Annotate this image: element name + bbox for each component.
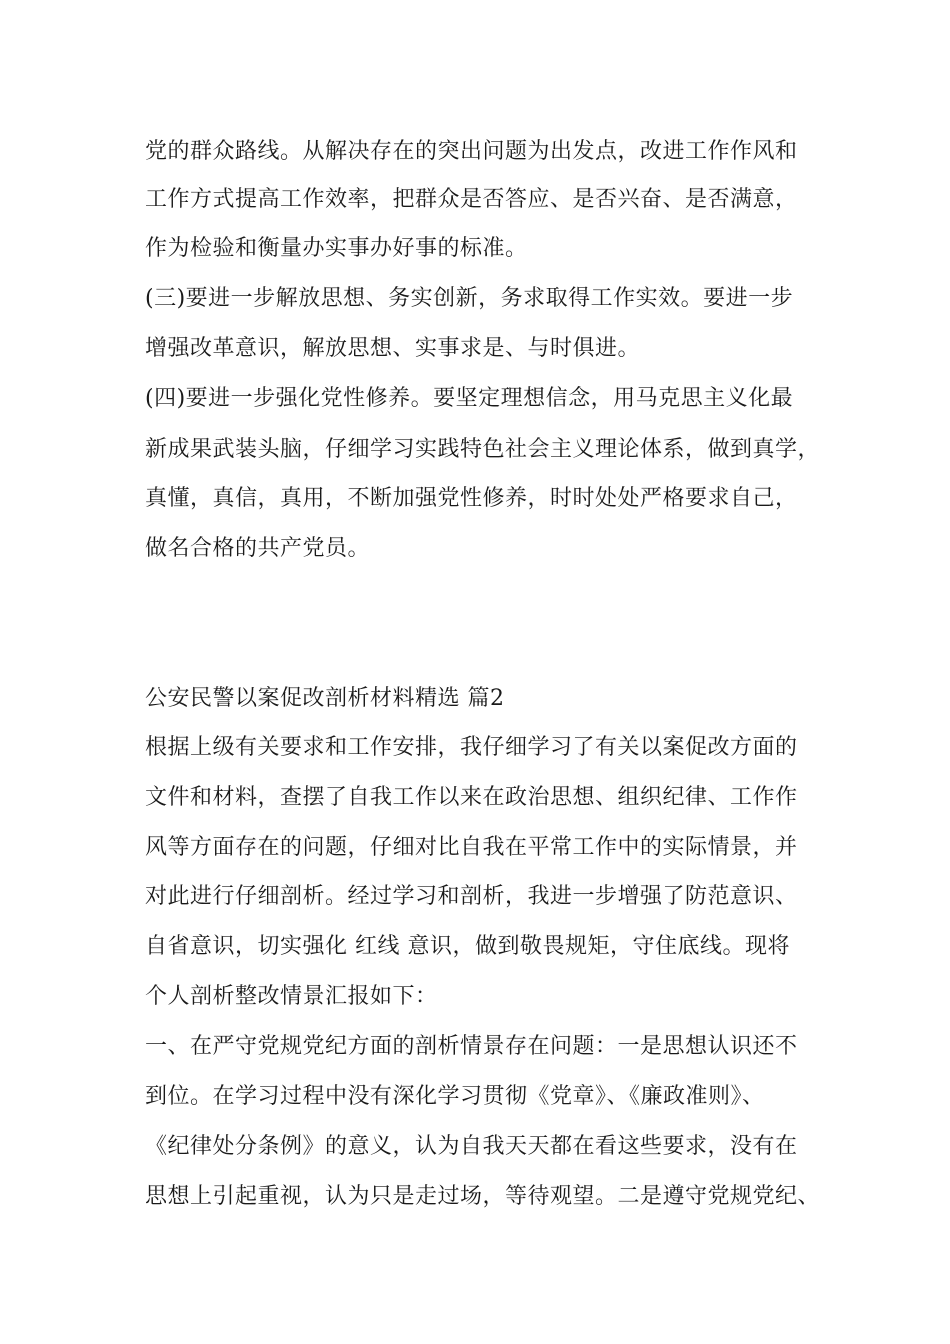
text-line: 党的群众路线。从解决存在的突出问题为出发点，改进工作作风和	[145, 139, 798, 164]
section-heading: 公安民警以案促改剖析材料精选 篇2	[145, 686, 505, 711]
text-line: 个人剖析整改情景汇报如下：	[145, 984, 438, 1009]
text-line: 根据上级有关要求和工作安排，我仔细学习了有关以案促改方面的	[145, 735, 798, 760]
text-line: 风等方面存在的问题，仔细对比自我在平常工作中的实际情景，并	[145, 835, 798, 860]
text-line: (三)要进一步解放思想、务实创新，务求取得工作实效。要进一步	[145, 286, 794, 311]
text-line: (四)要进一步强化党性修养。要坚定理想信念，用马克思主义化最	[145, 386, 794, 411]
text-line: 工作方式提高工作效率，把群众是否答应、是否兴奋、是否满意，	[145, 187, 798, 212]
text-line: 作为检验和衡量办实事办好事的标准。	[145, 236, 528, 261]
text-line: 文件和材料，查摆了自我工作以来在政治思想、组织纪律、工作作	[145, 785, 798, 810]
text-line: 思想上引起重视，认为只是走过场，等待观望。二是遵守党规党纪、	[145, 1184, 821, 1209]
text-line: 做名合格的共产党员。	[145, 536, 371, 561]
text-line: 新成果武装头脑，仔细学习实践特色社会主义理论体系，做到真学，	[145, 437, 821, 462]
text-line: 到位。在学习过程中没有深化学习贯彻《党章》、《廉政准则》、	[145, 1084, 765, 1109]
text-line: 真懂，真信，真用，不断加强党性修养，时时处处严格要求自己，	[145, 486, 798, 511]
text-line: 对此进行仔细剖析。经过学习和剖析，我进一步增强了防范意识、	[145, 884, 798, 909]
text-line: 《纪律处分条例》的意义，认为自我天天都在看这些要求，没有在	[145, 1134, 798, 1159]
text-line: 一、在严守党规党纪方面的剖析情景存在问题：一是思想认识还不	[145, 1034, 798, 1059]
text-line: 增强改革意识，解放思想、实事求是、与时俱进。	[145, 336, 641, 361]
text-line: 自省意识，切实强化 红线 意识，做到敬畏规矩，守住底线。现将	[145, 934, 790, 959]
